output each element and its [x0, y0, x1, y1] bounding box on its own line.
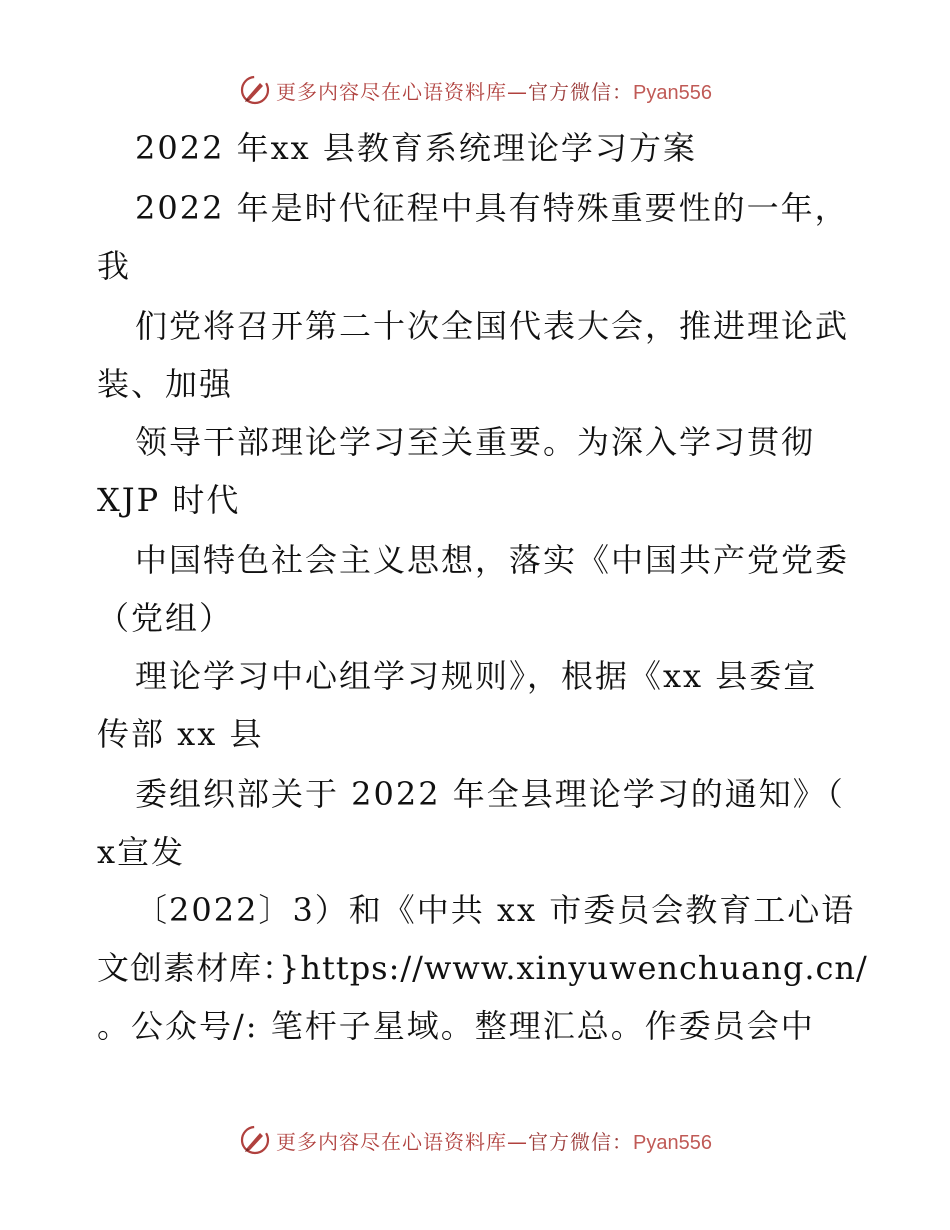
doc-line: 装、加强 — [97, 365, 234, 403]
doc-line: 理论学习中心组学习规则》，根据《xx 县委宣 — [135, 657, 818, 695]
banner-wechat-label: 官方微信： — [528, 1129, 634, 1154]
banner-site-name: 更多内容尽在心语资料库 — [276, 79, 508, 104]
doc-line: 。公众号/: 笔杆子星域。整理汇总。作委员会中 — [97, 1007, 815, 1045]
doc-line: 领导干部理论学习至关重要。为深入学习贯彻 — [135, 423, 816, 461]
doc-line: （党组） — [97, 599, 234, 637]
doc-line: 文创素材库：}https://www.xinyuwenchuang.cn/ — [97, 949, 868, 987]
banner-wechat-handle: Pyan556 — [633, 81, 712, 104]
pen-logo-icon — [238, 73, 272, 107]
doc-line: 委组织部关于 2022 年全县理论学习的通知》（ — [135, 775, 845, 813]
doc-line: 传部 xx 县 — [97, 715, 264, 753]
banner-text — [276, 76, 712, 105]
header-watermark-banner — [0, 70, 950, 110]
doc-title: 2022 年xx 县教育系统理论学习方案 — [135, 129, 697, 167]
banner-text — [276, 1126, 712, 1155]
doc-line: 我 — [97, 247, 132, 285]
pen-logo-icon — [238, 1123, 272, 1157]
banner-site-name: 更多内容尽在心语资料库 — [276, 1129, 508, 1154]
footer-watermark-banner — [0, 1120, 950, 1160]
banner-wechat-label: 官方微信： — [528, 79, 634, 104]
banner-dash: — — [507, 1129, 529, 1154]
doc-line: 2022 年是时代征程中具有特殊重要性的一年， — [135, 189, 849, 227]
banner-dash: — — [507, 79, 529, 104]
banner-wechat-handle: Pyan556 — [633, 1131, 712, 1154]
doc-line: XJP 时代 — [97, 481, 241, 519]
doc-line: 中国特色社会主义思想，落实《中国共产党党委 — [135, 541, 850, 579]
doc-line: 〔2022〕3）和《中共 xx 市委员会教育工心语 — [135, 891, 856, 929]
doc-line: x宣发 — [97, 833, 186, 871]
doc-line: 们党将召开第二十次全国代表大会，推进理论武 — [135, 307, 850, 345]
